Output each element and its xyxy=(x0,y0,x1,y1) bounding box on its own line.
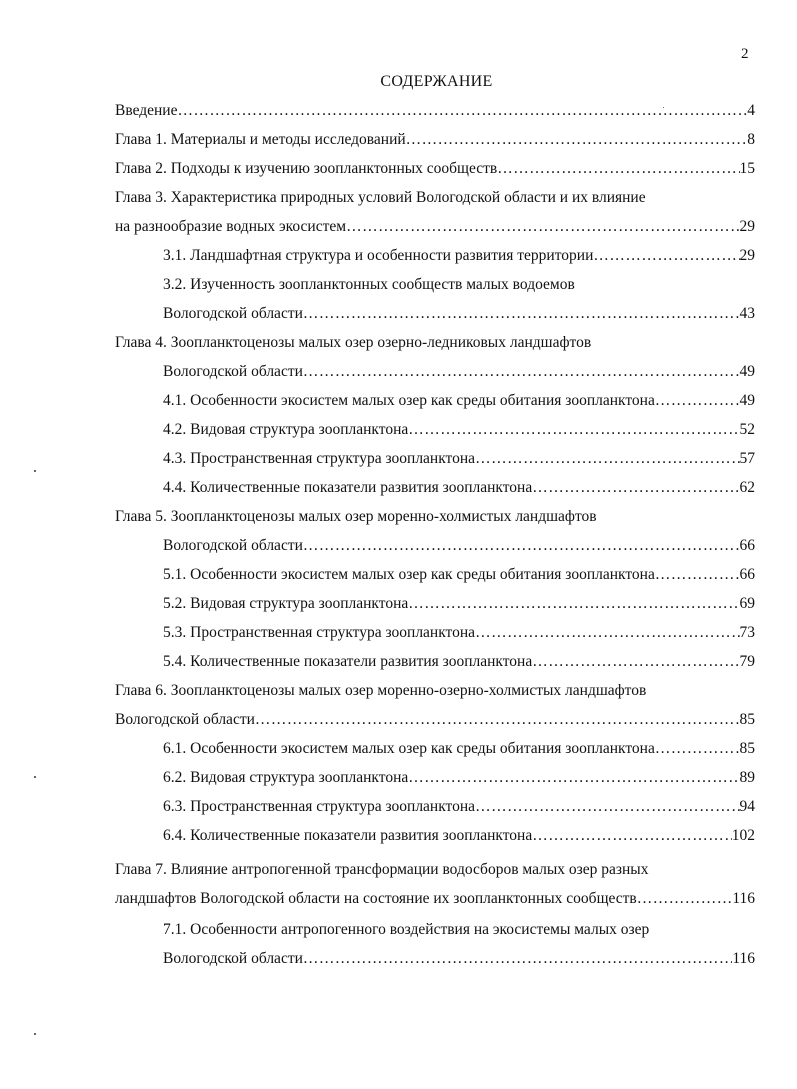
toc-entry xyxy=(163,565,755,585)
toc-entry-label: 6.4. Количественные показатели развития зоопланктона xyxy=(163,827,533,844)
leader-dots xyxy=(475,623,739,643)
toc-entry-label: Глава 1. Материалы и методы исследований xyxy=(115,131,406,148)
toc-entry-page: 62 xyxy=(739,479,755,496)
scan-speck xyxy=(34,1033,36,1035)
toc-entry-page: 85 xyxy=(739,711,755,728)
toc-entry-label: Глава 5. Зоопланктоценозы малых озер моренно-холмистых ландшафтов xyxy=(115,508,597,525)
toc-entry-page: 66 xyxy=(739,566,755,583)
toc-entry-label: 3.2. Изученность зоопланктонных сообществ малых водоемов xyxy=(163,276,575,293)
toc-entry xyxy=(163,304,755,324)
toc-entry xyxy=(163,652,755,672)
toc-entry-label: 6.1. Особенности экосистем малых озер как среды обитания зоопланктона xyxy=(163,740,655,757)
toc-entry xyxy=(115,889,755,909)
toc-entry xyxy=(163,246,755,266)
toc-entry xyxy=(163,420,755,440)
toc-entry-page: 49 xyxy=(739,363,755,380)
toc-entry xyxy=(115,333,755,353)
leader-dots xyxy=(532,652,739,672)
toc-entry-label: 4.3. Пространственная структура зоопланктона xyxy=(163,450,476,467)
toc-entry-label: Вологодской области xyxy=(115,711,255,728)
leader-dots xyxy=(532,826,732,846)
leader-dots xyxy=(655,739,740,759)
toc-entry-label: на разнообразие водных экосистем xyxy=(115,218,347,235)
toc-entry xyxy=(115,681,755,701)
toc-entry-page: 85 xyxy=(739,740,755,757)
leader-dots xyxy=(408,420,739,440)
toc-entry-label: 5.3. Пространственная структура зоопланктона xyxy=(163,624,476,641)
toc-entry-label: Вологодской области xyxy=(163,950,303,967)
leader-dots xyxy=(593,246,739,266)
toc-entry xyxy=(163,739,755,759)
toc-entry-page: 15 xyxy=(739,160,755,177)
toc-entry-page: 66 xyxy=(739,537,755,554)
toc-entry-label: Введение xyxy=(115,102,178,119)
page-number: 2 xyxy=(741,46,749,62)
toc-entry-page: 69 xyxy=(739,595,755,612)
toc-entry-page: 73 xyxy=(739,624,755,641)
toc-entry-label: 4.1. Особенности экосистем малых озер как среды обитания зоопланктона xyxy=(163,392,655,409)
toc-entry-label: 6.2. Видовая структура зоопланктона xyxy=(163,769,409,786)
toc-entry xyxy=(163,594,755,614)
toc-entry-label: ландшафтов Вологодской области на состояние их зоопланктонных сообществ xyxy=(115,890,637,907)
toc-entry-label: 4.4. Количественные показатели развития зоопланктона xyxy=(163,479,533,496)
toc-entry-page: 79 xyxy=(739,653,755,670)
toc-entry-label: Глава 3. Характеристика природных условий Вологодской области и их влияние xyxy=(115,189,646,206)
toc-entry-label: Глава 4. Зоопланктоценозы малых озер озерно-ледниковых ландшафтов xyxy=(115,334,592,351)
toc-entry-page: 49 xyxy=(739,392,755,409)
leader-dots xyxy=(655,391,740,411)
toc-entry xyxy=(115,507,755,527)
toc-entry xyxy=(163,391,755,411)
leader-dots xyxy=(637,889,733,909)
toc-entry-page: 89 xyxy=(739,769,755,786)
page-title: СОДЕРЖАНИЕ xyxy=(380,73,493,90)
scan-speck xyxy=(34,470,36,472)
toc-entry xyxy=(163,797,755,817)
toc-entry-page: 43 xyxy=(739,305,755,322)
toc-entry xyxy=(163,449,755,469)
toc-entry-page: 29 xyxy=(739,218,755,235)
toc-entry-page: 94 xyxy=(739,798,755,815)
toc-entry xyxy=(115,217,755,237)
leader-dots xyxy=(408,768,739,788)
toc-entry xyxy=(163,362,755,382)
toc-entry xyxy=(115,710,755,730)
toc-entry xyxy=(115,188,755,208)
toc-entry-label: Глава 6. Зоопланктоценозы малых озер моренно-озерно-холмистых ландшафтов xyxy=(115,682,647,699)
scan-speck xyxy=(663,107,664,108)
toc-entry xyxy=(163,478,755,498)
toc-entry-label: Глава 7. Влияние антропогенной трансформации водосборов малых озер разных xyxy=(115,861,649,878)
toc-entry xyxy=(163,623,755,643)
toc-entry-page: 52 xyxy=(739,421,755,438)
toc-entry xyxy=(163,920,755,940)
toc-entry xyxy=(115,101,755,121)
toc-entry-page: 57 xyxy=(739,450,755,467)
leader-dots xyxy=(177,101,747,121)
toc-entry-label: Вологодской области xyxy=(163,305,303,322)
leader-dots xyxy=(303,536,740,556)
toc-entry-page: 4 xyxy=(747,102,755,119)
toc-entry-page: 116 xyxy=(732,950,755,967)
toc-entry-label: Вологодской области xyxy=(163,363,303,380)
toc-entry-label: 6.3. Пространственная структура зоопланктона xyxy=(163,798,476,815)
toc-entry xyxy=(163,275,755,295)
toc-entry-page: 116 xyxy=(732,890,755,907)
toc-entry xyxy=(115,159,755,179)
toc-entry xyxy=(115,860,755,880)
leader-dots xyxy=(303,949,732,969)
toc-entry-label: 5.4. Количественные показатели развития зоопланктона xyxy=(163,653,533,670)
toc-entry-label: 5.2. Видовая структура зоопланктона xyxy=(163,595,409,612)
toc-entry-label: Вологодской области xyxy=(163,537,303,554)
toc-entry-label: 3.1. Ландшафтная структура и особенности развития территории xyxy=(163,247,594,264)
leader-dots xyxy=(475,797,739,817)
leader-dots xyxy=(303,304,740,324)
toc-entry xyxy=(115,130,755,150)
toc-entry-page: 102 xyxy=(731,827,755,844)
leader-dots xyxy=(255,710,740,730)
toc-entry-label: 4.2. Видовая структура зоопланктона xyxy=(163,421,409,438)
toc-entry-label: Глава 2. Подходы к изучению зоопланктонных сообществ xyxy=(115,160,498,177)
leader-dots xyxy=(655,565,740,585)
leader-dots xyxy=(303,362,740,382)
scan-speck xyxy=(34,776,36,778)
leader-dots xyxy=(408,594,739,614)
toc-entry xyxy=(163,768,755,788)
toc-entry-label: 7.1. Особенности антропогенного воздействия на экосистемы малых озер xyxy=(163,921,650,938)
toc-entry xyxy=(163,949,755,969)
toc-entry xyxy=(163,536,755,556)
leader-dots xyxy=(497,159,739,179)
leader-dots xyxy=(346,217,739,237)
toc-entry-label: 5.1. Особенности экосистем малых озер как среды обитания зоопланктона xyxy=(163,566,655,583)
leader-dots xyxy=(475,449,739,469)
toc-entry-page: 29 xyxy=(739,247,755,264)
leader-dots xyxy=(532,478,739,498)
toc-entry-page: 8 xyxy=(747,131,755,148)
toc-entry xyxy=(163,826,755,846)
leader-dots xyxy=(406,130,748,150)
